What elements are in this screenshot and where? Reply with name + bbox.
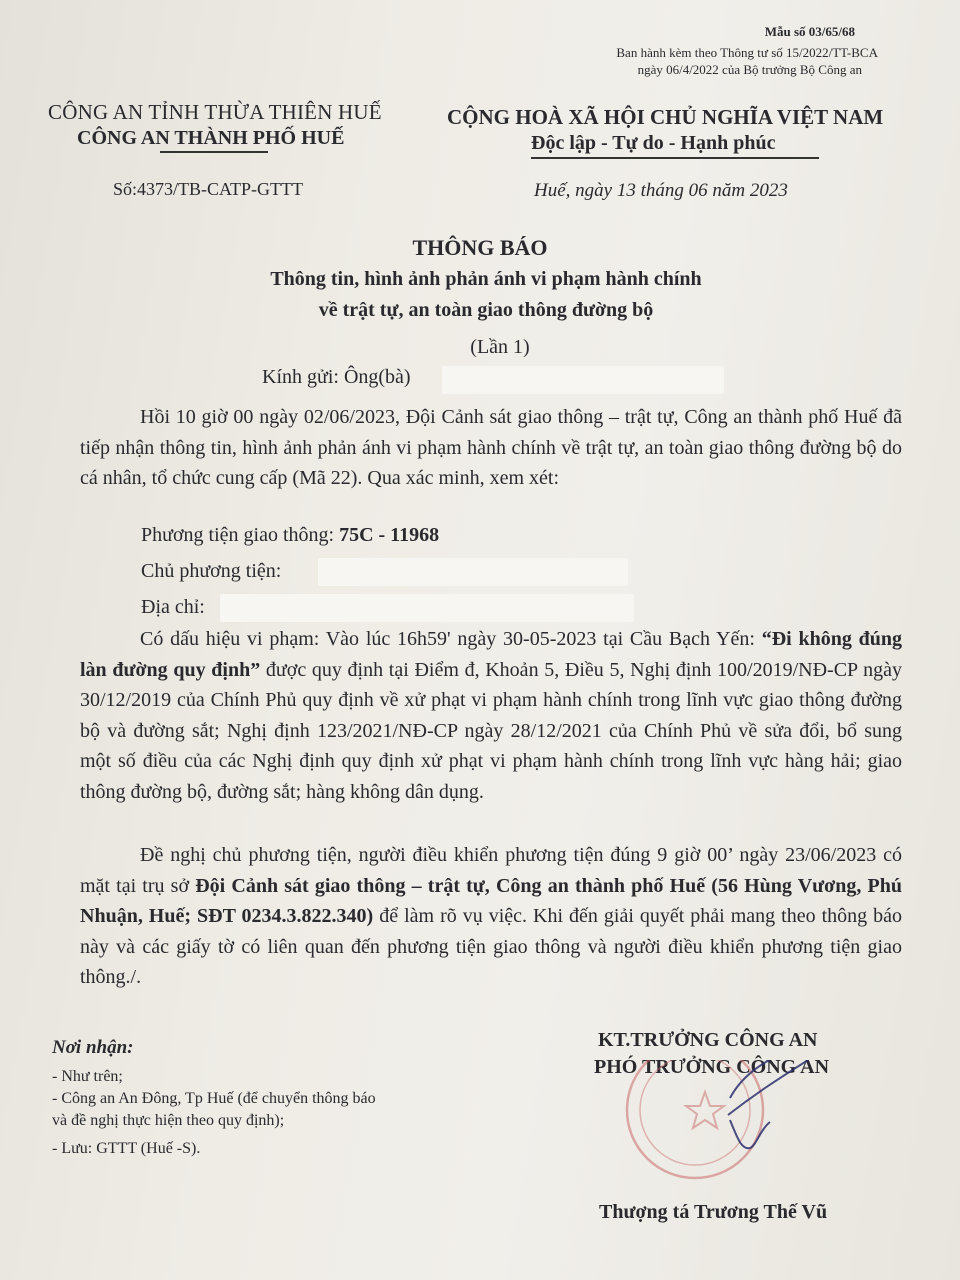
handwritten-signature [728, 1060, 808, 1148]
signature-title-1: KT.TRƯỞNG CÔNG AN [598, 1029, 818, 1051]
violation-intro: Có dấu hiệu vi phạm: Vào lúc 16h59' ngày 30-05-2023 tại Cầu Bạch Yến: [140, 628, 755, 650]
subtitle-line-2: về trật tự, an toàn giao thông đường bộ [318, 299, 654, 321]
paragraph-intro: Hồi 10 giờ 00 ngày 02/06/2023, Đội Cảnh sát giao thông – trật tự, Công an thành phố Huế đã tiếp nhận thông tin, hình ảnh phản ánh vi phạm hành chính về trật tự, an toàn giao thông đường bộ do cá nhân, tổ chức cung cấp (Mã 22). Qua xác minh, xem xét: [80, 406, 902, 489]
recipient-item: - Lưu: GTTT (Huế -S). [52, 1140, 201, 1157]
official-seal-and-signature [610, 1060, 810, 1190]
subtitle-line-1: Thông tin, hình ảnh phản ánh vi phạm hành chính [270, 268, 702, 290]
org-name: CÔNG AN THÀNH PHỐ HUẾ [77, 127, 345, 149]
nation-title: CỘNG HOÀ XÃ HỘI CHỦ NGHĨA VIỆT NAM [447, 105, 884, 129]
request-rest: để làm rõ vụ việc. Khi đến giải quyết phải mang theo thông báo này và các giấy tờ có liên quan đến phương tiện giao thông và người điều khiển phương tiện giao thông./. [80, 905, 903, 988]
request-place: Đội Cảnh sát giao thông – trật tự, Công an thành phố Huế (56 Hùng Vương, Phú Nhuận, Huế; SĐT 0234.3.822.340) [80, 874, 903, 927]
org-parent: CÔNG AN TỈNH THỪA THIÊN HUẾ [48, 100, 382, 124]
document-number: Số:4373/TB-CATP-GTTT [113, 179, 304, 199]
recipient-item: - Công an An Đông, Tp Huế (để chuyển thông báo [52, 1090, 376, 1107]
paragraph-request [80, 840, 902, 993]
recipient-item: và đề nghị thực hiện theo quy định); [52, 1112, 285, 1129]
motto: Độc lập - Tự do - Hạnh phúc [531, 132, 776, 154]
redacted-recipient [442, 366, 724, 394]
seal-star-icon [686, 1092, 724, 1128]
request-intro: Đề nghị chủ phương tiện, người điều khiển phương tiện đúng 9 giờ 00’ ngày 23/06/2023 có mặt tại trụ sở [80, 844, 902, 897]
recipient-label: Kính gửi: Ông(bà) [262, 366, 411, 388]
violation-legal-basis: được quy định tại Điểm đ, Khoản 5, Điều 5, Nghị định 100/2019/NĐ-CP ngày 30/12/2019 của Chính Phủ quy định về xử phạt vi phạm hành chính trong lĩnh vực giao thông đường bộ và đường sắt; Nghị định 123/2021/NĐ-CP ngày 28/12/2021 của Chính Phủ về sửa đổi, bổ sung một số điều của các Nghị định quy định xử phạt vi phạm hành chính trong lĩnh vực hàng hải; giao thông đường bộ, đường sắt; hàng không dân dụng. [80, 658, 902, 803]
signer-name: Thượng tá Trương Thế Vũ [599, 1201, 828, 1223]
recipient-item: - Như trên; [52, 1068, 123, 1085]
redacted-address [220, 594, 634, 622]
motto-underline [531, 157, 819, 159]
place-date: Huế, ngày 13 tháng 06 năm 2023 [534, 180, 788, 201]
address-row [141, 596, 205, 619]
notice-round: (Lần 1) [470, 336, 530, 358]
vehicle-label: Phương tiện giao thông: [141, 524, 335, 546]
recipients-title: Nơi nhận: [52, 1037, 134, 1058]
vehicle-row [141, 524, 439, 547]
vehicle-plate: 75C - 11968 [339, 524, 440, 546]
org-underline [160, 151, 268, 153]
form-issued-date: ngày 06/4/2022 của Bộ trưởng Bộ Công an [637, 62, 862, 77]
document-title: THÔNG BÁO [412, 235, 548, 260]
violation-description: “Đi không đúng làn đường quy định” [80, 628, 902, 681]
redacted-owner [318, 558, 628, 586]
form-issued-by: Ban hành kèm theo Thông tư số 15/2022/TT-BCA [616, 45, 878, 60]
owner-label: Chủ phương tiện: [141, 560, 282, 582]
form-number: Mẫu số 03/65/68 [764, 24, 855, 39]
signature-title-2: PHÓ TRƯỞNG CÔNG AN [594, 1056, 830, 1078]
owner-row [141, 560, 281, 583]
address-label: Địa chỉ: [141, 596, 205, 618]
paragraph-violation [80, 624, 902, 807]
